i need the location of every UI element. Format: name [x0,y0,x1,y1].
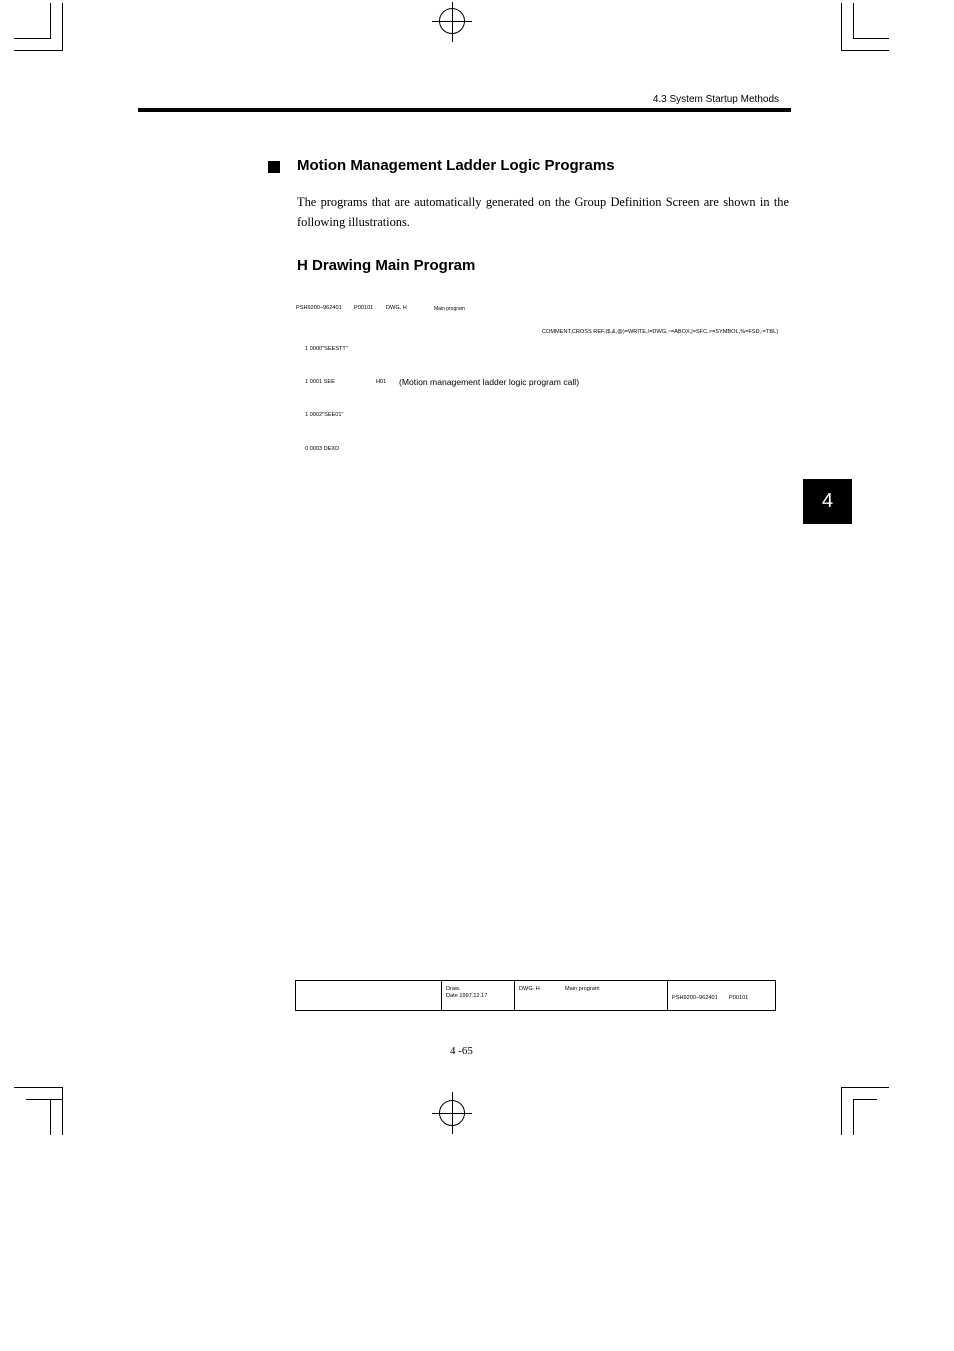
listing-header-dwg: DWG. H [386,305,407,311]
footer-page: P00101 [729,995,749,1001]
section-bullet-icon [268,161,280,173]
listing-header-name: Main program [434,306,465,312]
footer-title-box [295,980,776,1011]
listing-line: 0 0003 DEXD [305,446,340,452]
footer-code: PSH9200–962401 [672,995,718,1001]
chapter-tab: 4 [803,479,852,524]
section-body: The programs that are automatically generated on the Group Definition Screen are shown in the following illustrations. [297,195,789,229]
subsection-title: H Drawing Main Program [297,257,476,274]
listing-line: 1 0002"SEE01" [305,412,344,418]
listing-header-code: PSH9200–962401 [296,305,342,311]
footer-divider [514,981,515,1010]
section-title: Motion Management Ladder Logic Programs [297,157,615,174]
listing-command-line: COMMENT,CROSS REF.($,&,@)=WRITE,/=DWG,~=ABOX,|=SFC,>=SYMBOL,%=FSD,:=TBL) [542,329,779,335]
footer-date: Date 1997.12.17 [446,993,488,999]
footer-name: Main program [565,986,600,992]
header-rule [138,108,791,112]
footer-draw-label: Draw. [446,986,461,992]
footer-dwg: DWG. H [519,986,540,992]
footer-divider [667,981,668,1010]
listing-header-page: P00101 [354,305,374,311]
listing-line: 1 0001 SEE [305,379,335,385]
listing-annotation: (Motion management ladder logic program call) [399,377,580,387]
footer-divider [441,981,442,1010]
listing-line: 1 0000"SEESTT" [305,346,348,352]
running-head: 4.3 System Startup Methods [652,94,779,105]
listing-operand: H01 [376,379,387,385]
page-number: 4 -65 [450,1045,473,1057]
